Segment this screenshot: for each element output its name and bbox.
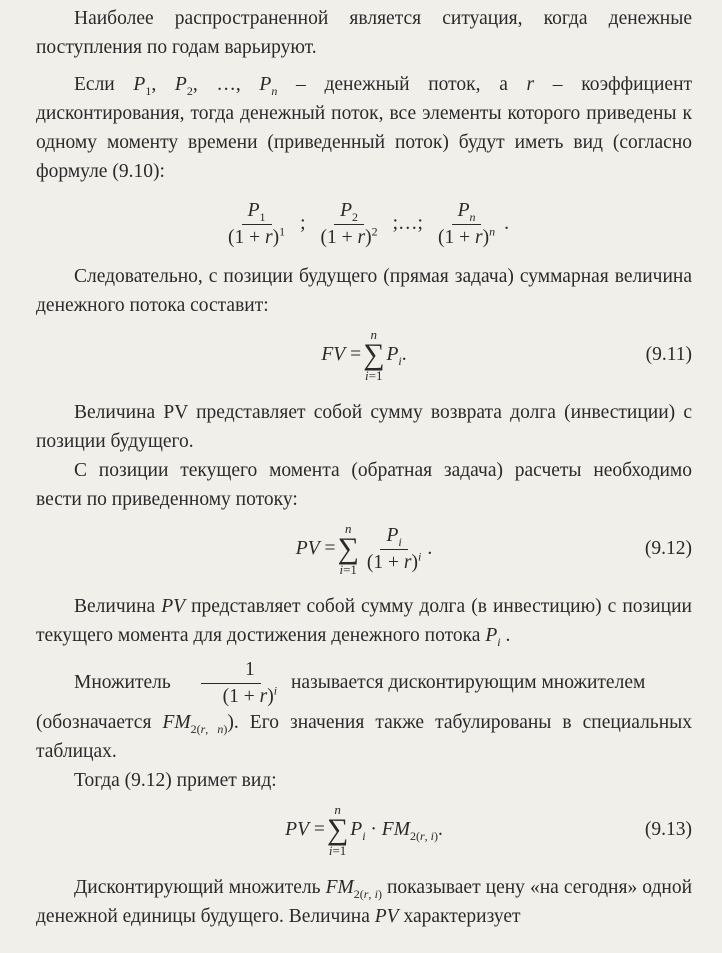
paragraph-future-value: Следовательно, с позиции будущего (прямая задача) суммарная величина денежного потока составит:: [36, 266, 692, 316]
paragraph-inverse-task: С позиции текущего момента (обратная задача) расчеты необходимо вести по приведенному потоку:: [36, 460, 692, 510]
paragraph-then: Тогда (9.12) примет вид:: [74, 770, 277, 792]
equation-number: (9.12): [644, 538, 692, 559]
equation-number: (9.11): [645, 344, 692, 365]
equation-9-13: PV = n ∑ i=1 $P_i \cdot FM_{2(r, i)}$. (9.13): [285, 802, 692, 859]
paragraph-discount-factor: Множитель $\frac{1}{(1 + r)^i}$ называется дисконтирующим множителем: [74, 659, 646, 708]
equation-9-12: PV = n ∑ i=1 $\frac{P_i}{(1 + r)^i}$ . (9.12): [295, 521, 692, 577]
discounted-flow-formula: $\frac{P_1}{(1 + r)^1}$ ; $\frac{P_2}{(1 + r)^2}$ ;…; $\frac{P_n}{(1 + r)^n}$ .: [228, 199, 509, 248]
paragraph-factor-notation: (обозначается $FM_{2(r, n)}$). Его значения также табулированы в специальных таблицах.: [36, 712, 692, 763]
paragraph-cash-flow-definition: Если $P_1$, $P_2$, …, $P_n$ – денежный поток, а r – коэффициент дисконтирования, тогда денежный поток, все элементы которого приведены к одному моменту времени (приведенный поток) будут иметь вид (согласно формуле (9.10):: [36, 74, 693, 182]
paragraph-factor-meaning: Дисконтирующий множитель $FM_{2(r, i)}$ показывает цену «на сегодня» одной денежной единицы будущего. Величина PV характеризует: [36, 877, 692, 928]
equation-9-11: FV = n ∑ i=1 $P_i$. (9.11): [321, 327, 692, 383]
paragraph-pv-return: Величина PV представляет собой сумму возврата долга (инвестиции) с позиции будущего.: [36, 402, 692, 452]
paragraph-intro: Наиболее распространенной является ситуация, когда денежные поступления по годам варьируют.: [36, 8, 692, 58]
paragraph-pv-debt: Величина PV представляет собой сумму долга (в инвестицию) с позиции текущего момента для достижения денежного потока $P_i$ .: [36, 596, 692, 649]
equation-number: (9.13): [644, 819, 692, 841]
